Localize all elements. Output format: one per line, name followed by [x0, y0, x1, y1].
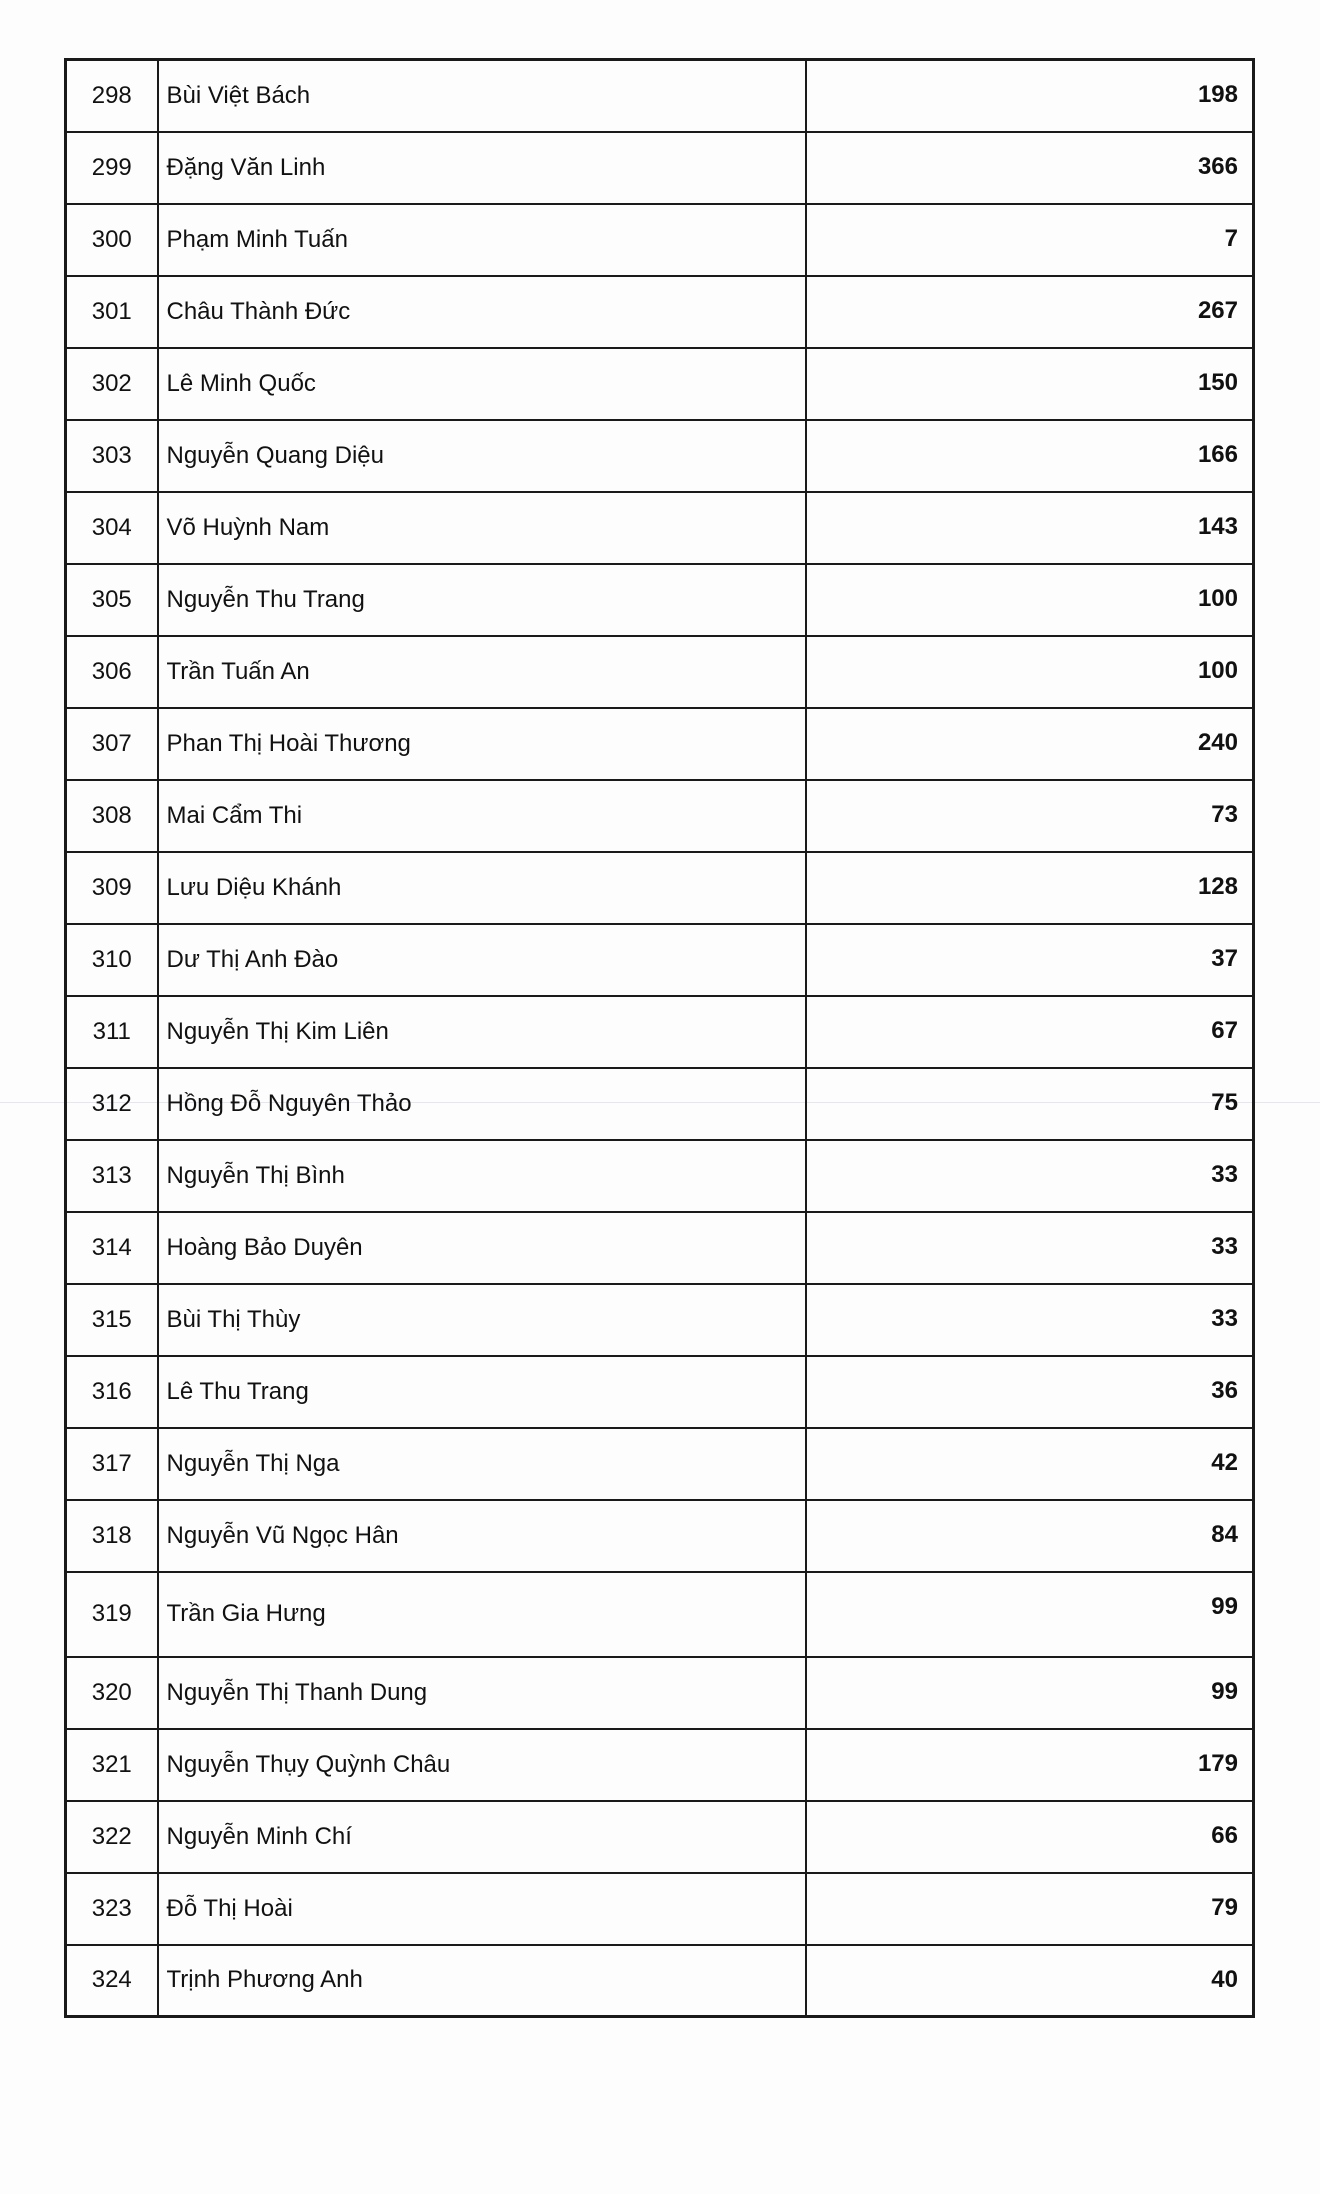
- table-row: [66, 1873, 1254, 1945]
- donor-name: Nguyễn Thị Thanh Dung: [158, 1657, 806, 1729]
- table-row: [66, 276, 1254, 348]
- row-number: 313: [66, 1140, 158, 1212]
- donation-amount: 198: [806, 60, 1254, 132]
- donor-name: Nguyễn Thị Nga: [158, 1428, 806, 1500]
- donation-amount: 40: [806, 1945, 1254, 2017]
- donor-name: Dư Thị Anh Đào: [158, 924, 806, 996]
- donor-name: Phan Thị Hoài Thương: [158, 708, 806, 780]
- table-row: [66, 1729, 1254, 1801]
- donation-amount: 37: [806, 924, 1254, 996]
- donation-amount: 36: [806, 1356, 1254, 1428]
- row-number: 301: [66, 276, 158, 348]
- row-number: 304: [66, 492, 158, 564]
- table-row: [66, 60, 1254, 132]
- row-number: 319: [66, 1572, 158, 1657]
- table-row: [66, 1428, 1254, 1500]
- table-row: [66, 1500, 1254, 1572]
- table-row: [66, 1212, 1254, 1284]
- donor-name: Mai Cẩm Thi: [158, 780, 806, 852]
- donation-amount: 179: [806, 1729, 1254, 1801]
- donor-name: Trịnh Phương Anh: [158, 1945, 806, 2017]
- donation-amount: 150: [806, 348, 1254, 420]
- table-row: [66, 924, 1254, 996]
- table-row: [66, 636, 1254, 708]
- donation-amount: 75: [806, 1068, 1254, 1140]
- table-row: [66, 1140, 1254, 1212]
- row-number: 317: [66, 1428, 158, 1500]
- donor-table-body: [66, 60, 1254, 2017]
- row-number: 300: [66, 204, 158, 276]
- row-number: 309: [66, 852, 158, 924]
- donation-amount: 99: [806, 1572, 1254, 1657]
- row-number: 323: [66, 1873, 158, 1945]
- table-row: [66, 708, 1254, 780]
- donor-name: Bùi Việt Bách: [158, 60, 806, 132]
- table-row: [66, 132, 1254, 204]
- donor-name: Nguyễn Quang Diệu: [158, 420, 806, 492]
- row-number: 302: [66, 348, 158, 420]
- donation-amount: 100: [806, 636, 1254, 708]
- row-number: 315: [66, 1284, 158, 1356]
- donor-name: Phạm Minh Tuấn: [158, 204, 806, 276]
- donation-amount: 84: [806, 1500, 1254, 1572]
- table-row: [66, 780, 1254, 852]
- donation-amount: 267: [806, 276, 1254, 348]
- donation-amount: 128: [806, 852, 1254, 924]
- row-number: 306: [66, 636, 158, 708]
- row-number: 318: [66, 1500, 158, 1572]
- row-number: 316: [66, 1356, 158, 1428]
- donation-amount: 100: [806, 564, 1254, 636]
- row-number: 320: [66, 1657, 158, 1729]
- donor-name: Đỗ Thị Hoài: [158, 1873, 806, 1945]
- donation-amount: 33: [806, 1284, 1254, 1356]
- donation-amount: 166: [806, 420, 1254, 492]
- donation-amount: 240: [806, 708, 1254, 780]
- table-row: [66, 1284, 1254, 1356]
- row-number: 322: [66, 1801, 158, 1873]
- donor-name: Nguyễn Vũ Ngọc Hân: [158, 1500, 806, 1572]
- donor-name: Lê Thu Trang: [158, 1356, 806, 1428]
- row-number: 314: [66, 1212, 158, 1284]
- row-number: 310: [66, 924, 158, 996]
- donor-name: Hồng Đỗ Nguyên Thảo: [158, 1068, 806, 1140]
- table-row: [66, 996, 1254, 1068]
- table-row: [66, 492, 1254, 564]
- donor-name: Châu Thành Đức: [158, 276, 806, 348]
- donation-amount: 99: [806, 1657, 1254, 1729]
- table-row: [66, 1801, 1254, 1873]
- donor-name: Bùi Thị Thùy: [158, 1284, 806, 1356]
- row-number: 299: [66, 132, 158, 204]
- table-row: [66, 1945, 1254, 2017]
- donor-table: [64, 58, 1255, 2018]
- table-row: [66, 1572, 1254, 1657]
- table-row: [66, 1356, 1254, 1428]
- row-number: 324: [66, 1945, 158, 2017]
- table-row: [66, 204, 1254, 276]
- donor-name: Trần Gia Hưng: [158, 1572, 806, 1657]
- donation-amount: 7: [806, 204, 1254, 276]
- row-number: 311: [66, 996, 158, 1068]
- table-row: [66, 564, 1254, 636]
- donation-amount: 143: [806, 492, 1254, 564]
- donor-name: Nguyễn Thị Bình: [158, 1140, 806, 1212]
- table-row: [66, 348, 1254, 420]
- donation-amount: 66: [806, 1801, 1254, 1873]
- table-row: [66, 852, 1254, 924]
- donor-name: Trần Tuấn An: [158, 636, 806, 708]
- donor-name: Nguyễn Minh Chí: [158, 1801, 806, 1873]
- donor-name: Lê Minh Quốc: [158, 348, 806, 420]
- donation-amount: 67: [806, 996, 1254, 1068]
- donor-name: Nguyễn Thu Trang: [158, 564, 806, 636]
- donation-amount: 79: [806, 1873, 1254, 1945]
- donation-amount: 33: [806, 1140, 1254, 1212]
- donation-amount: 33: [806, 1212, 1254, 1284]
- row-number: 307: [66, 708, 158, 780]
- row-number: 312: [66, 1068, 158, 1140]
- donation-amount: 73: [806, 780, 1254, 852]
- donation-amount: 366: [806, 132, 1254, 204]
- row-number: 321: [66, 1729, 158, 1801]
- row-number: 305: [66, 564, 158, 636]
- donation-amount: 42: [806, 1428, 1254, 1500]
- donor-name: Đặng Văn Linh: [158, 132, 806, 204]
- donor-name: Nguyễn Thụy Quỳnh Châu: [158, 1729, 806, 1801]
- table-row: [66, 420, 1254, 492]
- donor-name: Võ Huỳnh Nam: [158, 492, 806, 564]
- row-number: 298: [66, 60, 158, 132]
- table-row: [66, 1657, 1254, 1729]
- table-row: [66, 1068, 1254, 1140]
- donor-name: Lưu Diệu Khánh: [158, 852, 806, 924]
- donor-name: Nguyễn Thị Kim Liên: [158, 996, 806, 1068]
- row-number: 303: [66, 420, 158, 492]
- row-number: 308: [66, 780, 158, 852]
- donor-name: Hoàng Bảo Duyên: [158, 1212, 806, 1284]
